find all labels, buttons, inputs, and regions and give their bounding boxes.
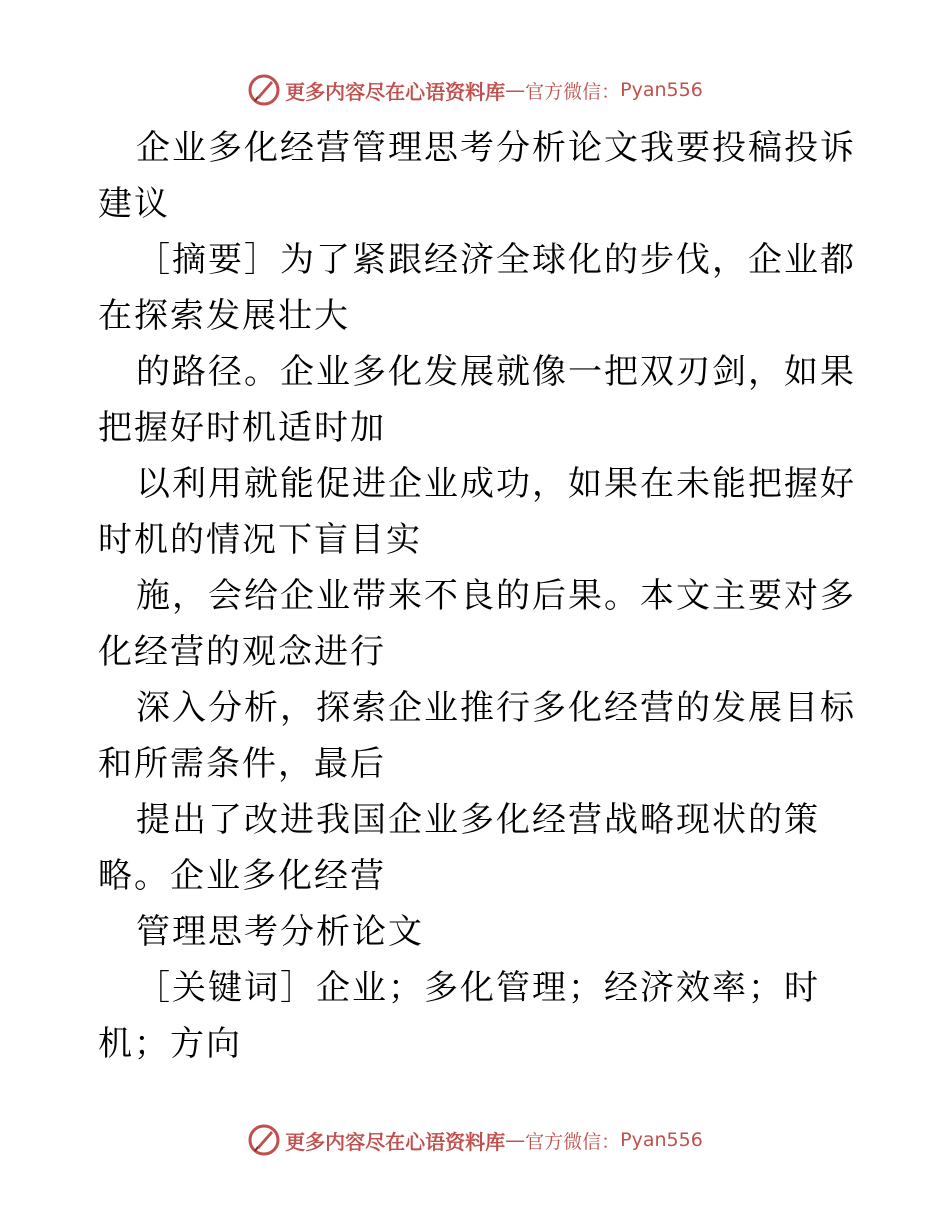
watermark-wechat-label: 官方微信：	[525, 80, 621, 103]
document-body	[98, 120, 858, 1072]
abstract-paragraph-1: ［摘要］为了紧跟经济全球化的步伐，企业都在探索发展壮大	[98, 240, 856, 336]
quill-logo-icon	[247, 1123, 281, 1157]
quill-logo-icon	[247, 73, 281, 107]
watermark-dash: —	[505, 78, 526, 102]
watermark-wechat-id: Pyan556	[620, 79, 703, 101]
title-paragraph: 企业多化经营管理思考分析论文我要投稿投诉建议	[98, 128, 856, 224]
watermark-wechat-id: Pyan556	[620, 1129, 703, 1151]
watermark-site-text: 更多内容尽在心语资料库	[285, 1129, 506, 1154]
watermark-site-text: 更多内容尽在心语资料库	[285, 79, 506, 104]
watermark-dash: —	[505, 1128, 526, 1152]
footer-watermark	[0, 1120, 950, 1160]
abstract-paragraph-6: 提出了改进我国企业多化经营战略现状的策略。企业多化经营	[98, 800, 820, 896]
abstract-paragraph-4: 施，会给企业带来不良的后果。本文主要对多化经营的观念进行	[98, 576, 856, 672]
keywords-paragraph: ［关键词］企业；多化管理；经济效率；时机；方向	[98, 968, 820, 1064]
header-watermark	[0, 70, 950, 110]
abstract-paragraph-3: 以利用就能促进企业成功，如果在未能把握好时机的情况下盲目实	[98, 464, 856, 560]
abstract-paragraph-7: 管理思考分析论文	[136, 912, 424, 952]
abstract-paragraph-2: 的路径。企业多化发展就像一把双刃剑，如果把握好时机适时加	[98, 352, 856, 448]
abstract-paragraph-5: 深入分析，探索企业推行多化经营的发展目标和所需条件，最后	[98, 688, 856, 784]
watermark-wechat-label: 官方微信：	[525, 1130, 621, 1153]
